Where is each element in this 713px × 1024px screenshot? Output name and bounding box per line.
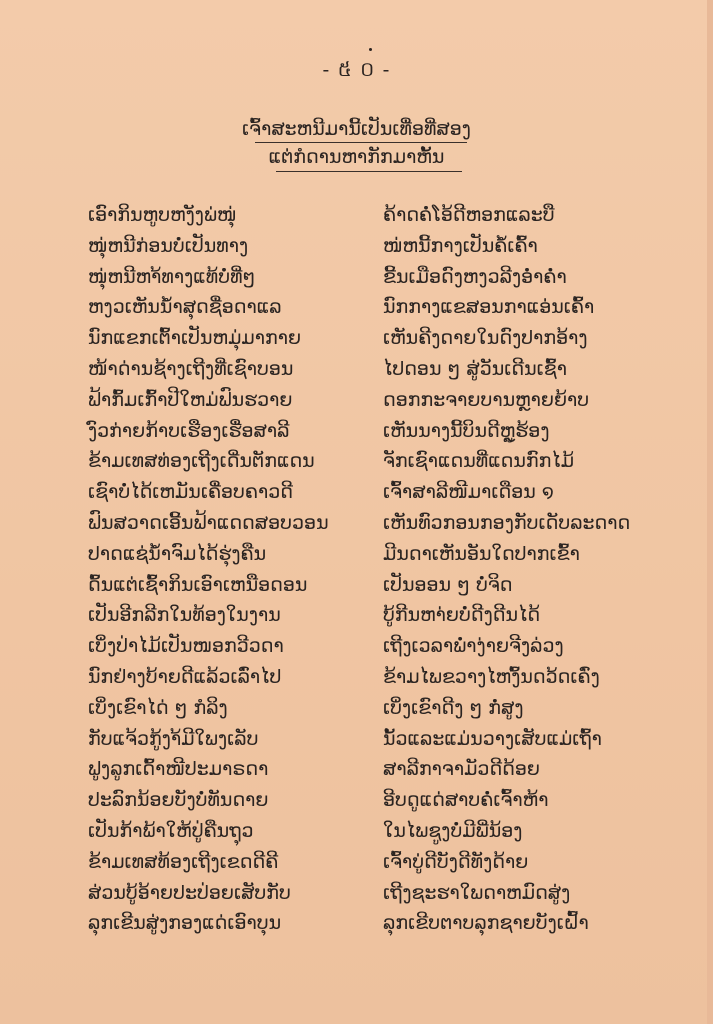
verse-line: ໄປດອນ ໆ ສູ່ວັນເດີນເຊົ້າ: [383, 357, 567, 380]
verse-line: ເບິ່ງເຂົາໄດ່ ໆ ກໍລິງ: [88, 696, 228, 719]
poem-column-right: [383, 200, 630, 939]
verse-line: ຂ້າມເທສທ້ອງເຖີງເຂດດີຄີ: [88, 850, 279, 873]
verse-line: ມີນດາເຫັນອັນໃດປາກເຂົ້າ: [383, 542, 580, 565]
verse-line: ນົກຢ່າງບ້າຍດີແລ້ວເລົ່າໄປ: [88, 665, 282, 688]
page-number: - ៥ ០ -: [322, 57, 391, 81]
verse-line: ໜຸ່ຫນີກ່ອນບໍ່ເປັນທາງ: [88, 234, 249, 257]
verse-line: ເປັນອອນ ໆ ບໍ່ຈິດ: [383, 573, 513, 596]
verse-line: ເຈົ້າບູ່ດີບັງດີທັງດ້າຍ: [383, 850, 529, 873]
verse-line: ຂ້າມເທສທ່ອງເຖີງເດີ່ນຕັກແດນ: [88, 450, 315, 473]
verse-line: ເປັນອີກລີກໃນທ້ອງໃນງານ: [88, 604, 281, 627]
verse-line: ດົ້ນແຕ່ເຊົ້າກິນເອົາເຫນືອດອນ: [88, 573, 308, 596]
verse-line: ເຊົາບໍ່ໄດ້ເຫມັນເຄື່ອບຄາວດີ: [88, 481, 293, 504]
verse-line: ຫງວເຫັນນ້ຳສຸດຊື່ອດາແລ: [88, 296, 282, 319]
verse-line: ລຸກເຂີບຕາບລຸກຊາຍບັງເຝົ້າ: [383, 912, 589, 935]
verse-line: ບູ້ກີນຫາ່ຍບໍ່ດີງດີນໄດ້: [383, 604, 541, 627]
poem-column-left: [88, 200, 329, 939]
verse-line: ສ່ວນບູ້ອ້າຍປະປ່ອຍເສັບກັບ: [88, 881, 291, 904]
verse-line: ເບິ່ງເຂົາດີງ ໆ ກໍ່ສູງ: [383, 696, 524, 719]
verse-line: ສາລີກາຈາມັວດີດ້ອຍ: [383, 758, 540, 781]
verse-line: ນັ້ວແລະແມ່ນວາງເສັບແມ່ເຖົ້າ: [383, 727, 602, 750]
verse-line: ເປັນກ້າພ້າໃຫ້ປູ່ຄືນຖຸວ: [88, 819, 254, 842]
verse-line: ເຫັນນາງນີ້ບິນດີຫຼູຮ້ອງ: [383, 419, 550, 442]
verse-line: ຂີ້ນເມືອດົງຫງວລີງອ່ຳຄ່ຳ: [383, 265, 567, 288]
verse-line: ນົກກາງແຂສອນກາແອ່ນເຄົ້າ: [383, 296, 595, 319]
verse-line: ເບິ່ງປ່າໄມ້ເປັນໜອກວີວດາ: [88, 635, 284, 658]
heading-underline-2: [276, 171, 462, 172]
ink-dot: [369, 48, 372, 51]
verse-line: ເຫັນຄີງດາຍໃນດົງປາກອ້າງ: [383, 327, 588, 350]
verse-line: ອີບດູແດ່ສາບຄໍ່ເຈົ້າຫ້າ: [383, 789, 549, 812]
verse-line: ປາດແຊ່ນ້ຳຈົມໄດ້ຮຸ່ງຄືນ: [88, 542, 267, 565]
verse-line: ຄ້າດຄໍ່ໂອ້ດີຫອກແລະບື: [383, 204, 555, 226]
verse-line: ໃນໄພຊູງບໍ່ມີພີ່ນ້ອງ: [383, 819, 523, 842]
verse-line: ຟ້າກົ້ມເກົ້າປີໃຫມ່ຟົນຮວາຍ: [88, 388, 293, 411]
verse-line: ໜ້າດ່ານຊ້າງເຖີງທີ່ເຊົາບອນ: [88, 357, 294, 380]
verse-line: ຟົນສວາດເອີ້ນຟ້າແດດສອບວອນ: [88, 511, 329, 534]
verse-line: ຟູງລູກເດົ້າໜີປະມາຣດາ: [88, 758, 269, 781]
verse-line: ຂ້າມໄພຂວາງໄຫງ້ົນດວ້ດເຄົ່ງ: [383, 665, 600, 688]
heading-line-1: ເຈົ້າສະຫນີມານີ້ເປັນເທື່ອທີ່ສອງ: [242, 118, 471, 140]
heading-underline-1: [255, 142, 467, 143]
verse-line: ໜຸ່ຫນີຫາ້ທາງແທ້ບໍ່ທີ່ໆ: [88, 265, 256, 288]
verse-line: ລຸກເຂີນສູ່ງກອງແດ່ເອົາບຸນ: [88, 912, 282, 935]
verse-line: ເຈົ້າສາລີໜີມາເດືອນ ໑: [383, 481, 554, 504]
verse-line: ເອົາກິນຫູບຫງັງພ່ໜຸ່: [88, 204, 237, 226]
verse-line: ເຫັນທົວກອນກອງກັບເດັບລະດາດ: [383, 511, 631, 534]
verse-line: ກັບແຈ້ວກູ້ງາ້ມີໃພງເລັບ: [88, 727, 259, 750]
verse-line: ເຖີງເວລາພ່ຳງ່າຍຈີງລ່ວງ: [383, 635, 564, 658]
verse-line: ນົກແຂກເຕົ້າເປັນຫມຸ່ມາກາຍ: [88, 327, 302, 350]
verse-line: ງົວກ່າຍກ້າບເຮືອງເຮື່ອສາລີ: [88, 419, 290, 442]
verse-line: ດອກກະຈາຍບານຫຼາຍຍ້າບ: [383, 388, 590, 411]
verse-line: ຈັກເຊົາແດນທີ່ແດນກົກໄມ້: [383, 450, 575, 473]
verse-line: ເຖີງຊະຮາໃພດາຫມົດສູ່ງ: [383, 881, 571, 904]
verse-line: ໜ່ຫນີ້ກາງເປັນຄໍ້ເຄົ້າ: [383, 234, 538, 257]
heading-line-2: ແຕ່ກໍດານຫາກັກມາຫັ້ນ: [268, 146, 445, 168]
verse-line: ປະລົກນ້ອຍບັງບໍ່ທັນດາຍ: [88, 789, 269, 812]
